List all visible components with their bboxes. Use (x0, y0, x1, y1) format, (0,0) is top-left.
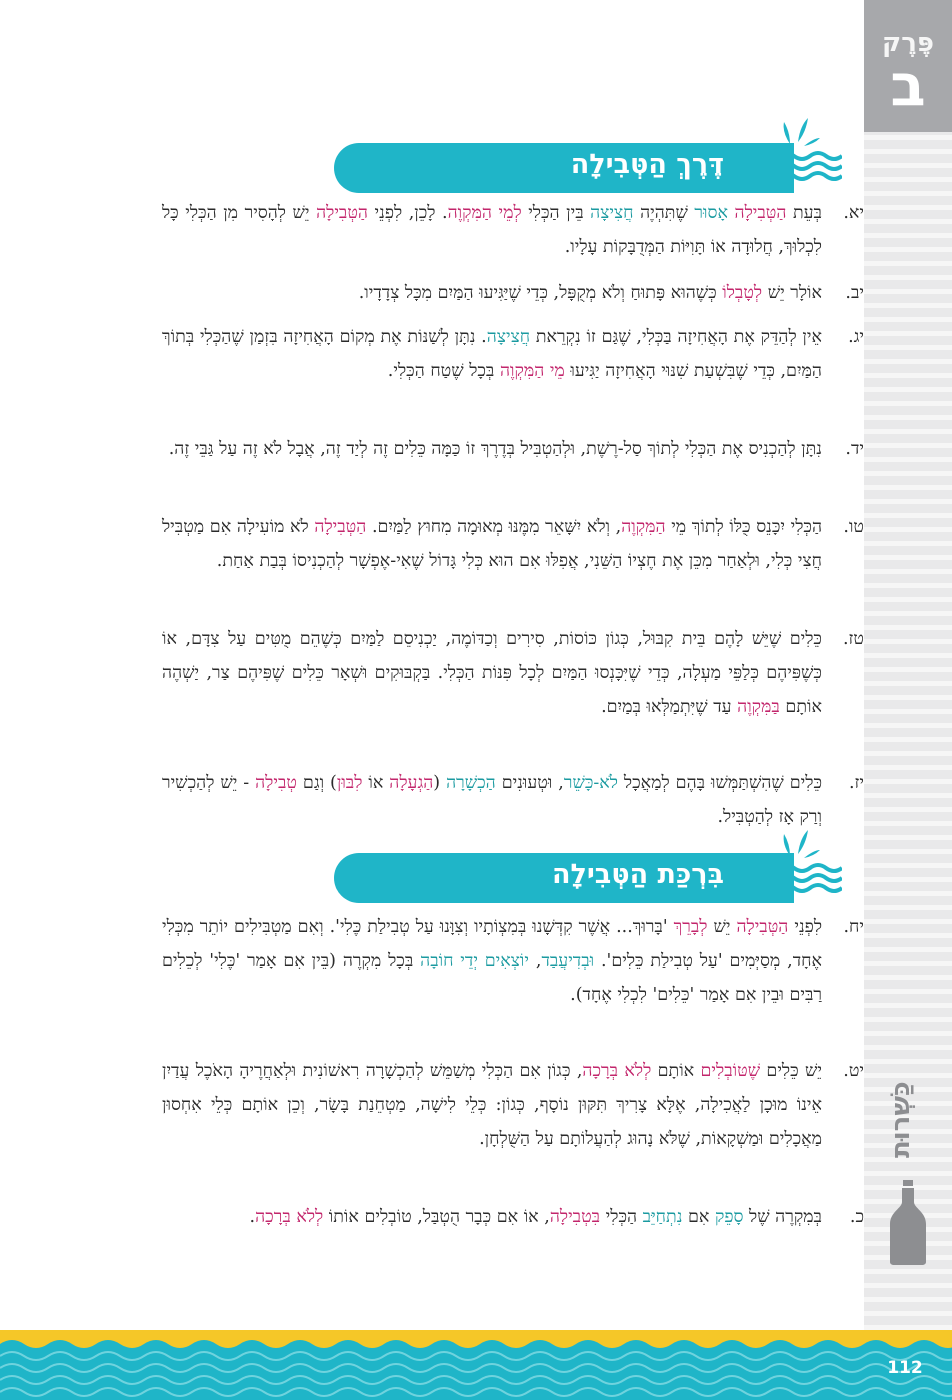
text-segment: לֹא מוֹעִילָה אִם מַטְבִּיל חֲצִי כְּלִי, וּלְאַחַר מִכֵּן אֶת חֶצְיוֹ הַשֵּׁנִי, אֲפִלּוּ אִם הוּא כְּלִי גָּדוֹל שֶׁאִי-אֶפְשָׁר לְהַכְנִיסוֹ בְּבַת אַחַת. (162, 517, 822, 571)
item-text (162, 196, 822, 264)
highlighted-term: טְבִילָה (255, 773, 297, 793)
highlighted-term: בַּמִּקְוֶה (737, 697, 780, 717)
text-segment: אוֹ (362, 773, 390, 793)
text-segment: אִם (682, 1207, 715, 1227)
text-segment: , אוֹ אִם כְּבָר הֻטְבַּל, טוֹבְלִים אוֹתוֹ (323, 1207, 550, 1227)
list-item (162, 1054, 864, 1156)
text-segment: הַכְּלִי (600, 1207, 643, 1227)
highlighted-term: הַמִּקְוֶה (621, 517, 666, 537)
section-title: בִּרְכַּת הַטְּבִילָה (551, 859, 724, 890)
text-segment: , (529, 951, 542, 971)
text-segment: בְּמִקְרֶה שֶׁל (743, 1207, 822, 1227)
list-item (162, 196, 864, 264)
highlighted-term: הַכְשָׁרָה (446, 773, 496, 793)
chapter-tab (864, 0, 952, 132)
item-number: טז. (842, 629, 864, 649)
highlighted-term: הַגְעָלָה (389, 773, 434, 793)
item-number: יז. (848, 773, 864, 793)
list-item (162, 320, 864, 388)
item-text (162, 320, 822, 388)
highlighted-term: נִתְחַיֵּב (642, 1207, 683, 1227)
bottle-icon (886, 1178, 930, 1266)
item-number: יב. (845, 283, 864, 303)
highlighted-term: חֲצִיצָה (486, 327, 531, 347)
item-text (162, 1200, 822, 1234)
section-title: דֶּרֶךְ הַטְּבִילָה (570, 149, 724, 180)
item-text (162, 510, 822, 578)
text-segment: שֶׁתִּהְיֶה (633, 203, 695, 223)
highlighted-term: לֹא-כָּשֵׁר (563, 773, 618, 793)
highlighted-term: לְלֹא בְּרָכָה (255, 1207, 324, 1227)
highlighted-term: הַטְּבִילָה (316, 203, 368, 223)
text-segment: , וְלֹא יִשָּׁאֵר מִמֶּנּוּ מְאוּמָה מִחוּץ לַמַּיִם. (366, 517, 622, 537)
highlighted-term: מֵי הַמִּקְוֶה (499, 361, 565, 381)
text-segment: . לָכֵן, לִפְנֵי (368, 203, 448, 223)
chapter-word: פֶּרֶק (882, 28, 934, 58)
item-number: יט. (843, 1061, 864, 1081)
highlighted-term: לְבָרֵךְ (673, 917, 708, 937)
text-segment: יֵשׁ (707, 917, 737, 937)
list-item (162, 622, 864, 724)
text-segment: כֵּלִים שֶׁיֵּשׁ לָהֶם בֵּית קִבּוּל, כְּגוֹן כּוֹסוֹת, סִירִים וְכַדּוֹמֶה, יַכְנִיסֵם לַמַּיִם כְּשֶׁהֵם מֻטִּים עַל צִדָּם, אוֹ כְּשֶׁפִּיהֶם כְּלַפֵּי מַעְלָה, כְּדֵי שֶׁיִּכָּנְסוּ הַמַּיִם לְכָל פִּנּוֹת הַכְּלִי. בַּקְבּוּקִים וּשְׁאָר כֵּלִים שֶׁפִּיהֶם צַר, יַשְׁהֶה אוֹתָם (162, 629, 822, 717)
text-segment: כֵּלִים שֶׁהִשְׁתַּמְּשׁוּ בָּהֶם לְמַאֲכָל (617, 773, 822, 793)
list-item (162, 910, 864, 1012)
text-segment: הַכְּלִי יִכָּנֵס כֻּלּוֹ לְתוֹךְ מֵי (665, 517, 823, 537)
side-section-label: כַּשְׁרוּת (886, 1081, 916, 1159)
wave-pattern (0, 1330, 952, 1400)
section-header (334, 853, 794, 903)
item-text (162, 622, 822, 724)
text-segment: - יֵשׁ לְהַכְשִׁיר וְרַק אָז לְהַטְבִּיל. (162, 773, 822, 827)
chapter-letter: ב (890, 51, 926, 119)
text-segment: בְּעֵת (786, 203, 822, 223)
list-item (162, 276, 864, 310)
highlighted-term: לְטָבְלוֹ (722, 283, 763, 303)
text-segment: יֵשׁ כֵּלִים (760, 1061, 822, 1081)
highlighted-term: הַטְּבִילָה (736, 917, 789, 937)
list-item (162, 510, 864, 578)
text-segment: אוֹלָר יֵשׁ (762, 283, 822, 303)
highlighted-term: אָסוּר (694, 203, 728, 223)
highlighted-term: הַטְּבִילָה (314, 517, 367, 537)
highlighted-term: לְמֵי הַמִּקְוֶה (447, 203, 522, 223)
item-number: יא. (843, 203, 864, 223)
item-number: יד. (845, 439, 864, 459)
item-number: יג. (848, 327, 864, 347)
text-segment: 'בָּרוּךְ... אֲשֶׁר קִדְּשָׁנוּ בְּמִצְוֹתָיו וְצִוָּנוּ עַל טְבִילַת כֶּלִי'. וְאִם מַטְבִּילִים יוֹתֵר מִכְּלִי אֶחָד, מְסַיְּמִים 'עַל טְבִילַת כֵּלִים'. (162, 917, 822, 971)
text-segment: . (249, 1207, 256, 1227)
text-segment: . נִתָּן לְשַׁנּוֹת אֶת מְקוֹם הָאֲחִיזָה בִּזְמַן שֶׁהַכְּלִי בְּתוֹךְ הַמַּיִם, כְּדֵי שֶׁבִּשְׁעַת שִׁנּוּי הָאֲחִיזָה יַגִּיעוּ (162, 327, 822, 381)
highlighted-term: חֲצִיצָה (590, 203, 634, 223)
highlighted-term: לְלֹא בְּרָכָה (582, 1061, 652, 1081)
footer-band (0, 1330, 952, 1400)
highlighted-term: יוֹצְאִים יְדֵי חוֹבָה (420, 951, 530, 971)
text-segment: ( (433, 773, 447, 793)
item-text (162, 1054, 822, 1156)
text-segment: , וּטְעוּנִים (495, 773, 564, 793)
text-segment: עַד שֶׁיִּתְמַלְּאוּ בְּמַיִם. (601, 697, 738, 717)
section-header (334, 143, 794, 193)
text-segment: אֵין לְהַדֵּק אֶת הָאֲחִיזָה בַּכְּלִי, שֶׁגַּם זוֹ נִקְרֵאת (530, 327, 822, 347)
list-item (162, 766, 864, 834)
text-segment: , כְּגוֹן אִם הַכְּלִי מְשַׁמֵּשׁ לְהַכְשָׁרָה רִאשׁוֹנִית וּלְאַחֲרֶיהָ הָאֹכֶל עֲדַיִן אֵינוֹ מוּכָן לַאֲכִילָה, אֶלָּא צָרִיךְ תִּקּוּן נוֹסָף, כְּגוֹן: כְּלֵי לִישָׁה, מַטְחֵנַת בָּשָׂר, וְכֵן אוֹתָם כְּלֵי אִחְסוּן מַאֲכָלִים וּמַשְׁקָאוֹת, שֶׁלֹּא נָהוּג לְהַעֲלוֹתָם עַל הַשֻּׁלְחָן. (162, 1061, 822, 1149)
item-text (162, 276, 822, 310)
item-text (162, 910, 822, 1012)
text-segment: כְּשֶׁהוּא פָּתוּחַ וְלֹא מְקֻפָּל, כְּדֵי שֶׁיַּגִּיעוּ הַמַּיִם מִכָּל צְדָדָיו. (358, 283, 723, 303)
highlighted-term: הַטְּבִילָה (734, 203, 787, 223)
highlighted-term: סָפֵק (714, 1207, 744, 1227)
highlighted-term: שֶׁטּוֹבְלִים (700, 1061, 761, 1081)
list-item (162, 1200, 864, 1234)
text-segment: נִתָּן לְהַכְנִיס אֶת הַכְּלִי לְתוֹךְ סַל-רֶשֶׁת, וּלְהַטְבִּיל בְּדֶרֶךְ זוֹ כַּמָּה כֵּלִים זֶה לְיַד זֶה, אֲבָל לֹא זֶה עַל גַּבֵּי זֶה. (168, 439, 822, 459)
text-segment: בְּכָל שֶׁטַח הַכְּלִי. (387, 361, 500, 381)
text-segment: ) וְגַם (296, 773, 337, 793)
highlighted-term: בִּטְבִילָה (549, 1207, 601, 1227)
list-item (162, 432, 864, 466)
highlighted-term: לִבּוּן (336, 773, 363, 793)
item-text (162, 432, 822, 466)
text-segment: לִפְנֵי (788, 917, 823, 937)
highlighted-term: וּבְדִיעֲבַד (541, 951, 595, 971)
text-segment: אוֹתָם (651, 1061, 701, 1081)
text-segment: יֵשׁ לְהָסִיר מִן הַכְּלִי כָּל לִכְלוּךְ, חֲלוּדָה אוֹ תָּוִיּוֹת הַמְּדֻבָּקוֹת עָלָיו. (162, 203, 822, 257)
text-segment: בְּכָל מִקְרֶה (בֵּין אִם אָמַר 'כֶּלִי' לְכֵלִים רַבִּים וּבֵין אִם אָמַר 'כֵּלִים' לִכְלִי אֶחָד). (162, 951, 822, 1005)
item-text (162, 766, 822, 834)
item-number: טו. (843, 517, 864, 537)
page-number: 112 (887, 1358, 923, 1378)
text-segment: בֵּין הַכְּלִי (521, 203, 591, 223)
item-number: יח. (843, 917, 864, 937)
item-number: כ. (849, 1207, 864, 1227)
